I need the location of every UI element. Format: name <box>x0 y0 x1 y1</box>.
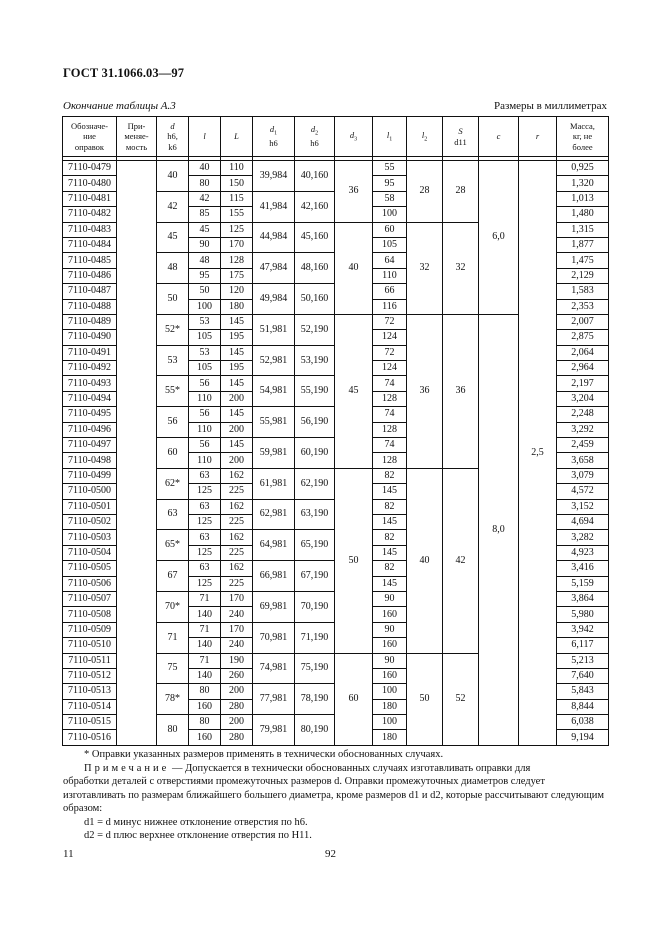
cell-d2: 70,190 <box>295 591 335 622</box>
note-text-1: — Допускается в технически обоснованных случаях изготавливать оправки для <box>169 762 531 774</box>
cell-l1: 160 <box>373 607 407 622</box>
cell-l: 63 <box>189 468 221 483</box>
cell-L: 155 <box>221 207 253 222</box>
cell-d: 67 <box>157 561 189 592</box>
cell-designation: 7110-0488 <box>63 299 117 314</box>
cell-L: 175 <box>221 268 253 283</box>
cell-d: 65* <box>157 530 189 561</box>
cell-l: 80 <box>189 684 221 699</box>
page-number-left: 11 <box>63 848 74 860</box>
cell-l: 56 <box>189 407 221 422</box>
col-header-d1: $d_1$ h6 <box>253 117 295 157</box>
cell-S: 28 <box>443 161 479 223</box>
page-number-center: 92 <box>325 848 336 860</box>
cell-l1: 82 <box>373 561 407 576</box>
cell-l: 71 <box>189 653 221 668</box>
cell-l: 125 <box>189 576 221 591</box>
cell-d: 78* <box>157 684 189 715</box>
cell-l1: 100 <box>373 207 407 222</box>
cell-l: 48 <box>189 253 221 268</box>
cell-d2: 50,160 <box>295 284 335 315</box>
cell-L: 200 <box>221 684 253 699</box>
cell-d1: 64,981 <box>253 530 295 561</box>
cell-mass: 3,152 <box>557 499 609 514</box>
cell-mass: 2,875 <box>557 330 609 345</box>
cell-designation: 7110-0484 <box>63 237 117 252</box>
doc-header: ГОСТ 31.1066.03—97 <box>63 66 185 80</box>
cell-d1: 74,981 <box>253 653 295 684</box>
cell-applicability <box>117 161 157 746</box>
col-header-d3: $d_3$ <box>335 117 373 157</box>
cell-d2: 56,190 <box>295 407 335 438</box>
cell-mass: 2,964 <box>557 361 609 376</box>
cell-d2: 75,190 <box>295 653 335 684</box>
cell-l: 125 <box>189 545 221 560</box>
col-header-L: L <box>221 117 253 157</box>
cell-L: 200 <box>221 453 253 468</box>
cell-l1: 82 <box>373 468 407 483</box>
cell-designation: 7110-0491 <box>63 345 117 360</box>
cell-l1: 100 <box>373 715 407 730</box>
cell-d3: 36 <box>335 161 373 223</box>
cell-d1: 44,984 <box>253 222 295 253</box>
cell-l1: 160 <box>373 668 407 683</box>
cell-L: 145 <box>221 314 253 329</box>
cell-designation: 7110-0483 <box>63 222 117 237</box>
cell-mass: 1,877 <box>557 237 609 252</box>
table-caption: Окончание таблицы А.3 <box>63 100 176 112</box>
cell-l1: 74 <box>373 438 407 453</box>
cell-d: 45 <box>157 222 189 253</box>
cell-designation: 7110-0492 <box>63 361 117 376</box>
col-header-d2: $d_2$ h6 <box>295 117 335 157</box>
cell-L: 145 <box>221 345 253 360</box>
cell-l: 125 <box>189 514 221 529</box>
cell-d1: 70,981 <box>253 622 295 653</box>
cell-l: 140 <box>189 638 221 653</box>
cell-l1: 55 <box>373 161 407 176</box>
cell-d: 42 <box>157 191 189 222</box>
cell-mass: 2,248 <box>557 407 609 422</box>
cell-l: 95 <box>189 268 221 283</box>
cell-l1: 128 <box>373 422 407 437</box>
cell-l: 110 <box>189 391 221 406</box>
units-note: Размеры в миллиметрах <box>494 100 607 112</box>
cell-d: 52* <box>157 314 189 345</box>
cell-L: 150 <box>221 176 253 191</box>
cell-l1: 145 <box>373 545 407 560</box>
cell-l: 50 <box>189 284 221 299</box>
cell-designation: 7110-0509 <box>63 622 117 637</box>
cell-d: 75 <box>157 653 189 684</box>
cell-r: 2,5 <box>519 161 557 746</box>
col-header-S: S d11 <box>443 117 479 157</box>
cell-d1: 62,981 <box>253 499 295 530</box>
cell-d2: 55,190 <box>295 376 335 407</box>
cell-l: 140 <box>189 607 221 622</box>
cell-S: 32 <box>443 222 479 314</box>
cell-d: 62* <box>157 468 189 499</box>
cell-d1: 54,981 <box>253 376 295 407</box>
cell-L: 170 <box>221 622 253 637</box>
cell-d2: 65,190 <box>295 530 335 561</box>
cell-l: 160 <box>189 730 221 745</box>
cell-designation: 7110-0514 <box>63 699 117 714</box>
cell-l1: 82 <box>373 499 407 514</box>
cell-mass: 3,942 <box>557 622 609 637</box>
cell-l: 90 <box>189 237 221 252</box>
cell-L: 225 <box>221 576 253 591</box>
cell-d2: 80,190 <box>295 715 335 746</box>
cell-d3: 60 <box>335 653 373 745</box>
cell-L: 280 <box>221 699 253 714</box>
cell-d: 56 <box>157 407 189 438</box>
cell-designation: 7110-0481 <box>63 191 117 206</box>
cell-d2: 71,190 <box>295 622 335 653</box>
cell-L: 225 <box>221 514 253 529</box>
cell-l1: 160 <box>373 638 407 653</box>
cell-l: 71 <box>189 591 221 606</box>
cell-designation: 7110-0497 <box>63 438 117 453</box>
cell-l: 53 <box>189 345 221 360</box>
cell-c: 6,0 <box>479 161 519 315</box>
cell-d: 71 <box>157 622 189 653</box>
cell-designation: 7110-0511 <box>63 653 117 668</box>
cell-designation: 7110-0513 <box>63 684 117 699</box>
cell-d1: 77,981 <box>253 684 295 715</box>
cell-designation: 7110-0505 <box>63 561 117 576</box>
cell-S: 42 <box>443 468 479 653</box>
cell-L: 195 <box>221 330 253 345</box>
cell-l1: 180 <box>373 730 407 745</box>
cell-L: 145 <box>221 376 253 391</box>
cell-d1: 52,981 <box>253 345 295 376</box>
cell-designation: 7110-0485 <box>63 253 117 268</box>
cell-d1: 41,984 <box>253 191 295 222</box>
cell-l: 110 <box>189 453 221 468</box>
cell-l1: 180 <box>373 699 407 714</box>
col-header-l1: $l_1$ <box>373 117 407 157</box>
cell-l: 160 <box>189 699 221 714</box>
cell-d2: 52,190 <box>295 314 335 345</box>
cell-d: 53 <box>157 345 189 376</box>
col-header-l2: $l_2$ <box>407 117 443 157</box>
cell-mass: 8,844 <box>557 699 609 714</box>
cell-L: 145 <box>221 407 253 422</box>
cell-mass: 1,480 <box>557 207 609 222</box>
cell-L: 170 <box>221 237 253 252</box>
col-header-d: d h6, k6 <box>157 117 189 157</box>
cell-d: 50 <box>157 284 189 315</box>
cell-l: 63 <box>189 499 221 514</box>
cell-l1: 124 <box>373 330 407 345</box>
cell-designation: 7110-0480 <box>63 176 117 191</box>
cell-designation: 7110-0495 <box>63 407 117 422</box>
cell-d3: 40 <box>335 222 373 314</box>
cell-d1: 69,981 <box>253 591 295 622</box>
cell-designation: 7110-0496 <box>63 422 117 437</box>
cell-l1: 60 <box>373 222 407 237</box>
cell-l2: 28 <box>407 161 443 223</box>
cell-mass: 2,459 <box>557 438 609 453</box>
formula-d2: d2 = d плюс верхнее отклонение отверстия по H11. <box>84 830 312 841</box>
cell-l: 140 <box>189 668 221 683</box>
col-header-mass: Масса, кг, не более <box>557 117 609 157</box>
cell-designation: 7110-0493 <box>63 376 117 391</box>
cell-L: 170 <box>221 591 253 606</box>
cell-designation: 7110-0503 <box>63 530 117 545</box>
cell-designation: 7110-0482 <box>63 207 117 222</box>
cell-mass: 2,129 <box>557 268 609 283</box>
cell-L: 240 <box>221 607 253 622</box>
cell-d2: 60,190 <box>295 438 335 469</box>
cell-d1: 61,981 <box>253 468 295 499</box>
note-paragraph <box>84 762 606 776</box>
col-header-applicability: При- меняе- мость <box>117 117 157 157</box>
cell-d2: 45,160 <box>295 222 335 253</box>
cell-l2: 36 <box>407 314 443 468</box>
cell-d: 55* <box>157 376 189 407</box>
cell-d1: 39,984 <box>253 161 295 192</box>
cell-l1: 105 <box>373 237 407 252</box>
cell-mass: 2,197 <box>557 376 609 391</box>
cell-designation: 7110-0504 <box>63 545 117 560</box>
cell-designation: 7110-0500 <box>63 484 117 499</box>
cell-l1: 72 <box>373 345 407 360</box>
cell-designation: 7110-0501 <box>63 499 117 514</box>
cell-d2: 78,190 <box>295 684 335 715</box>
cell-d2: 42,160 <box>295 191 335 222</box>
note-text-2: обработки деталей с отверстиями промежуточных размеров d. Оправки промежуточных диаметров следует изготавливать по размерам ближайшего большего диаметра, кроме размеров d1 и d2, которые рассчитывают следующим образом: <box>63 776 605 814</box>
cell-mass: 5,213 <box>557 653 609 668</box>
cell-designation: 7110-0486 <box>63 268 117 283</box>
col-header-c: c <box>479 117 519 157</box>
cell-L: 162 <box>221 499 253 514</box>
cell-L: 162 <box>221 530 253 545</box>
cell-mass: 1,013 <box>557 191 609 206</box>
cell-mass: 3,416 <box>557 561 609 576</box>
cell-mass: 3,292 <box>557 422 609 437</box>
cell-d1: 47,984 <box>253 253 295 284</box>
cell-d2: 40,160 <box>295 161 335 192</box>
cell-mass: 5,980 <box>557 607 609 622</box>
cell-mass: 1,320 <box>557 176 609 191</box>
cell-L: 145 <box>221 438 253 453</box>
notes-block <box>63 748 606 843</box>
formula-d1: d1 = d минус нижнее отклонение отверстия по h6. <box>84 816 308 828</box>
cell-mass: 2,064 <box>557 345 609 360</box>
cell-L: 125 <box>221 222 253 237</box>
cell-l1: 90 <box>373 622 407 637</box>
cell-designation: 7110-0498 <box>63 453 117 468</box>
cell-l1: 74 <box>373 407 407 422</box>
note-label: Примечание <box>84 762 170 774</box>
cell-l1: 74 <box>373 376 407 391</box>
cell-d1: 51,981 <box>253 314 295 345</box>
cell-d: 63 <box>157 499 189 530</box>
cell-l: 80 <box>189 176 221 191</box>
cell-mass: 3,658 <box>557 453 609 468</box>
cell-d1: 49,984 <box>253 284 295 315</box>
cell-d1: 66,981 <box>253 561 295 592</box>
cell-mass: 3,204 <box>557 391 609 406</box>
cell-d1: 55,981 <box>253 407 295 438</box>
cell-mass: 2,007 <box>557 314 609 329</box>
cell-d: 80 <box>157 715 189 746</box>
cell-L: 240 <box>221 638 253 653</box>
cell-l1: 95 <box>373 176 407 191</box>
cell-designation: 7110-0487 <box>63 284 117 299</box>
col-header-l: l <box>189 117 221 157</box>
cell-L: 280 <box>221 730 253 745</box>
cell-mass: 7,640 <box>557 668 609 683</box>
cell-L: 200 <box>221 391 253 406</box>
cell-L: 120 <box>221 284 253 299</box>
cell-S: 52 <box>443 653 479 745</box>
cell-l1: 64 <box>373 253 407 268</box>
cell-l1: 124 <box>373 361 407 376</box>
cell-mass: 1,315 <box>557 222 609 237</box>
cell-l: 42 <box>189 191 221 206</box>
cell-designation: 7110-0494 <box>63 391 117 406</box>
cell-d: 48 <box>157 253 189 284</box>
cell-L: 110 <box>221 161 253 176</box>
table-row <box>63 161 609 176</box>
cell-d1: 59,981 <box>253 438 295 469</box>
cell-designation: 7110-0489 <box>63 314 117 329</box>
cell-l1: 58 <box>373 191 407 206</box>
cell-l: 63 <box>189 561 221 576</box>
cell-l1: 110 <box>373 268 407 283</box>
cell-L: 200 <box>221 422 253 437</box>
cell-l1: 66 <box>373 284 407 299</box>
cell-L: 180 <box>221 299 253 314</box>
cell-l1: 128 <box>373 453 407 468</box>
cell-d: 70* <box>157 591 189 622</box>
cell-L: 162 <box>221 468 253 483</box>
cell-l: 105 <box>189 330 221 345</box>
cell-d1: 79,981 <box>253 715 295 746</box>
cell-S: 36 <box>443 314 479 468</box>
cell-designation: 7110-0502 <box>63 514 117 529</box>
cell-designation: 7110-0516 <box>63 730 117 745</box>
cell-l1: 128 <box>373 391 407 406</box>
cell-mass: 0,925 <box>557 161 609 176</box>
cell-designation: 7110-0490 <box>63 330 117 345</box>
cell-designation: 7110-0510 <box>63 638 117 653</box>
cell-d2: 53,190 <box>295 345 335 376</box>
cell-d3: 50 <box>335 468 373 653</box>
cell-l1: 82 <box>373 530 407 545</box>
cell-L: 162 <box>221 561 253 576</box>
cell-l1: 72 <box>373 314 407 329</box>
cell-designation: 7110-0508 <box>63 607 117 622</box>
cell-L: 260 <box>221 668 253 683</box>
col-header-r: r <box>519 117 557 157</box>
cell-l: 63 <box>189 530 221 545</box>
cell-l: 40 <box>189 161 221 176</box>
cell-d2: 63,190 <box>295 499 335 530</box>
cell-mass: 6,038 <box>557 715 609 730</box>
cell-l: 71 <box>189 622 221 637</box>
cell-mass: 1,583 <box>557 284 609 299</box>
cell-l1: 116 <box>373 299 407 314</box>
cell-designation: 7110-0499 <box>63 468 117 483</box>
cell-d3: 45 <box>335 314 373 468</box>
col-header-designation: Обозначе- ние оправок <box>63 117 117 157</box>
cell-l: 56 <box>189 376 221 391</box>
cell-l1: 90 <box>373 653 407 668</box>
cell-d2: 67,190 <box>295 561 335 592</box>
cell-mass: 3,079 <box>557 468 609 483</box>
cell-mass: 4,572 <box>557 484 609 499</box>
cell-L: 195 <box>221 361 253 376</box>
cell-designation: 7110-0515 <box>63 715 117 730</box>
cell-l1: 145 <box>373 514 407 529</box>
cell-mass: 3,864 <box>557 591 609 606</box>
cell-l: 100 <box>189 299 221 314</box>
cell-d: 40 <box>157 161 189 192</box>
cell-l1: 90 <box>373 591 407 606</box>
cell-L: 190 <box>221 653 253 668</box>
cell-l2: 40 <box>407 468 443 653</box>
cell-L: 115 <box>221 191 253 206</box>
cell-d2: 48,160 <box>295 253 335 284</box>
cell-mass: 4,694 <box>557 514 609 529</box>
cell-l: 85 <box>189 207 221 222</box>
cell-l: 80 <box>189 715 221 730</box>
cell-mass: 4,923 <box>557 545 609 560</box>
cell-l2: 32 <box>407 222 443 314</box>
cell-designation: 7110-0506 <box>63 576 117 591</box>
cell-designation: 7110-0479 <box>63 161 117 176</box>
cell-l: 45 <box>189 222 221 237</box>
cell-l: 110 <box>189 422 221 437</box>
cell-L: 225 <box>221 545 253 560</box>
cell-mass: 9,194 <box>557 730 609 745</box>
cell-l1: 145 <box>373 484 407 499</box>
cell-l: 105 <box>189 361 221 376</box>
cell-l: 125 <box>189 484 221 499</box>
cell-L: 200 <box>221 715 253 730</box>
cell-L: 128 <box>221 253 253 268</box>
cell-l1: 100 <box>373 684 407 699</box>
cell-d2: 62,190 <box>295 468 335 499</box>
cell-mass: 1,475 <box>557 253 609 268</box>
cell-l1: 145 <box>373 576 407 591</box>
dimensions-table <box>62 116 609 746</box>
cell-L: 225 <box>221 484 253 499</box>
cell-d: 60 <box>157 438 189 469</box>
cell-mass: 2,353 <box>557 299 609 314</box>
cell-mass: 6,117 <box>557 638 609 653</box>
cell-l: 56 <box>189 438 221 453</box>
cell-designation: 7110-0507 <box>63 591 117 606</box>
cell-mass: 3,282 <box>557 530 609 545</box>
cell-l2: 50 <box>407 653 443 745</box>
cell-mass: 5,159 <box>557 576 609 591</box>
cell-designation: 7110-0512 <box>63 668 117 683</box>
footnote: * Оправки указанных размеров применять в технически обоснованных случаях. <box>84 749 444 760</box>
cell-c: 8,0 <box>479 314 519 745</box>
cell-mass: 5,843 <box>557 684 609 699</box>
cell-l: 53 <box>189 314 221 329</box>
table-header-row <box>63 117 609 157</box>
